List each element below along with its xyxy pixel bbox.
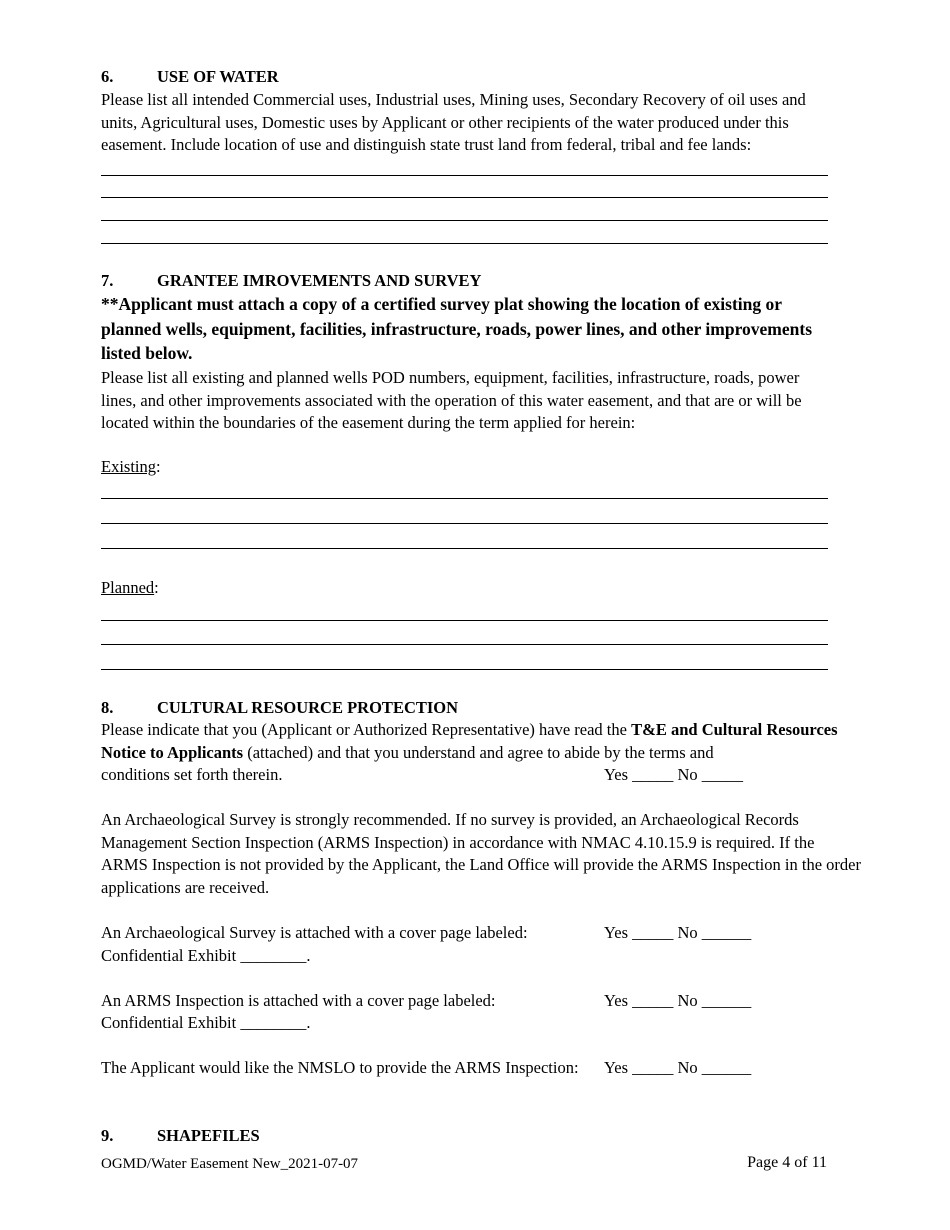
section-7-heading bbox=[101, 270, 481, 293]
section-8-title: CULTURAL RESOURCE PROTECTION bbox=[157, 698, 459, 717]
section-7-number: 7. bbox=[101, 271, 114, 290]
arms-attached-yes-no[interactable]: Yes _____ No ______ bbox=[604, 991, 752, 1010]
footer-page-number: Page 4 of 11 bbox=[747, 1154, 827, 1171]
colon: : bbox=[154, 578, 159, 597]
answer-line[interactable] bbox=[101, 220, 828, 221]
existing-answer-line[interactable] bbox=[101, 498, 828, 499]
te-cultural-notice-title: T&E and Cultural Resources Notice to Applicants bbox=[101, 720, 838, 762]
arms-attached-question: An ARMS Inspection is attached with a cover page labeled: bbox=[101, 991, 496, 1010]
existing-label-row bbox=[101, 456, 161, 479]
section-6-heading bbox=[101, 66, 279, 89]
section-6-body: Please list all intended Commercial uses, Industrial uses, Mining uses, Secondary Recovery of oil uses and units, Agricultural uses, Domestic uses by Applicant or other recipients of the water produced under this easement. Include location of use and distinguish state trust land from federal, tribal and fee lands: bbox=[101, 90, 806, 154]
planned-answer-line[interactable] bbox=[101, 669, 828, 670]
survey-attached-yes-no[interactable]: Yes _____ No ______ bbox=[604, 923, 752, 942]
cultural-notice-text-end: (attached) and that you understand and agree to abide by the terms and bbox=[243, 742, 714, 762]
cultural-notice-last-line: conditions set forth therein. bbox=[101, 765, 283, 784]
footer-document-id: OGMD/Water Easement New_2021-07-07 bbox=[101, 1156, 359, 1172]
answer-line[interactable] bbox=[101, 197, 828, 198]
survey-confidential-exhibit[interactable]: Confidential Exhibit ________. bbox=[101, 946, 311, 965]
section-9-title: SHAPEFILES bbox=[157, 1126, 260, 1145]
planned-answer-line[interactable] bbox=[101, 620, 828, 621]
nmslo-arms-question: The Applicant would like the NMSLO to provide the ARMS Inspection: bbox=[101, 1058, 579, 1077]
survey-attached-question: An Archaeological Survey is attached with a cover page labeled: bbox=[101, 923, 528, 942]
cultural-notice-paragraph bbox=[101, 719, 841, 764]
planned-label: Planned bbox=[101, 578, 155, 597]
answer-line[interactable] bbox=[101, 243, 828, 244]
read-notice-yes-no[interactable]: Yes _____ No _____ bbox=[604, 765, 744, 784]
section-8-heading bbox=[101, 697, 458, 720]
arms-confidential-exhibit[interactable]: Confidential Exhibit ________. bbox=[101, 1013, 311, 1032]
colon: : bbox=[156, 457, 161, 476]
answer-line[interactable] bbox=[101, 175, 828, 176]
section-8-number: 8. bbox=[101, 698, 114, 717]
nmslo-arms-yes-no[interactable]: Yes _____ No ______ bbox=[604, 1058, 752, 1077]
existing-answer-line[interactable] bbox=[101, 523, 828, 524]
section-9-heading bbox=[101, 1125, 260, 1148]
survey-plat-notice: **Applicant must attach a copy of a certified survey plat showing the location of existing or planned wells, equipment, facilities, infrastructure, roads, power lines, and other improvements listed below. bbox=[101, 294, 813, 363]
section-9-number: 9. bbox=[101, 1126, 114, 1145]
existing-answer-line[interactable] bbox=[101, 548, 828, 549]
section-7-body: Please list all existing and planned wells POD numbers, equipment, facilities, infrastructure, roads, power lines, and other improvements associated with the operation of this water easement, and that are or will be located within the boundaries of the easement during the term applied for herein: bbox=[101, 368, 802, 432]
section-6-number: 6. bbox=[101, 67, 114, 86]
planned-answer-line[interactable] bbox=[101, 644, 828, 645]
section-6-title: USE OF WATER bbox=[157, 67, 279, 86]
archaeological-survey-paragraph: An Archaeological Survey is strongly recommended. If no survey is provided, an Archaeological Records Management Section Inspection (ARMS Inspection) in accordance with NMAC 4.10.15.9 is required. If the ARMS Inspection is not provided by the Applicant, the Land Office will provide the ARMS Inspection in the order applications are received. bbox=[101, 810, 861, 897]
planned-label-row bbox=[101, 577, 159, 600]
section-7-title: GRANTEE IMROVEMENTS AND SURVEY bbox=[157, 271, 482, 290]
cultural-notice-text-start: Please indicate that you (Applicant or Authorized Representative) have read the bbox=[101, 720, 632, 739]
existing-label: Existing bbox=[101, 457, 157, 476]
